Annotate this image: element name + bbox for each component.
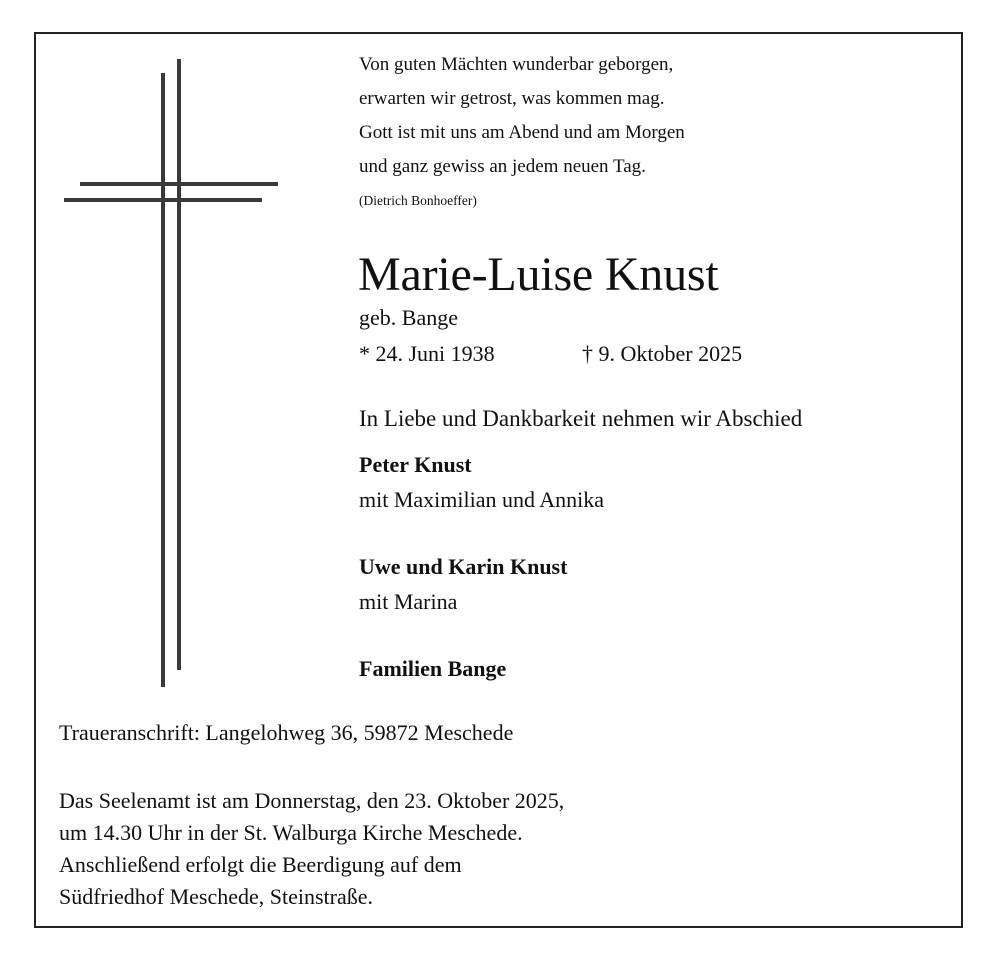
deceased-name: Marie-Luise Knust: [358, 248, 719, 301]
farewell-text: In Liebe und Dankbarkeit nehmen wir Abschied: [359, 406, 803, 431]
poem-author: (Dietrich Bonhoeffer): [359, 193, 477, 208]
poem-line-2: erwarten wir getrost, was kommen mag.: [359, 88, 665, 109]
maiden-name: geb. Bange: [359, 305, 458, 330]
mourner-name: Uwe und Karin Knust: [359, 554, 568, 579]
mourning-address: Traueranschrift: Langelohweg 36, 59872 Meschede: [59, 720, 514, 745]
birth-date: * 24. Juni 1938: [359, 341, 495, 366]
poem-line-4: und ganz gewiss an jedem neuen Tag.: [359, 156, 646, 177]
service-line-2: um 14.30 Uhr in der St. Walburga Kirche Meschede.: [59, 820, 523, 845]
mourner-detail: mit Marina: [359, 589, 458, 614]
service-line-4: Südfriedhof Meschede, Steinstraße.: [59, 884, 374, 909]
mourner-name: Peter Knust: [359, 452, 472, 477]
mourner-detail: mit Maximilian und Annika: [359, 487, 605, 512]
poem-line-1: Von guten Mächten wunderbar geborgen,: [359, 54, 674, 75]
death-date: † 9. Oktober 2025: [582, 341, 743, 366]
poem-line-3: Gott ist mit uns am Abend und am Morgen: [359, 122, 685, 143]
service-line-1: Das Seelenamt ist am Donnerstag, den 23. Oktober 2025,: [59, 788, 565, 813]
mourner-name: Familien Bange: [359, 656, 507, 681]
service-line-3: Anschließend erfolgt die Beerdigung auf dem: [59, 852, 462, 877]
